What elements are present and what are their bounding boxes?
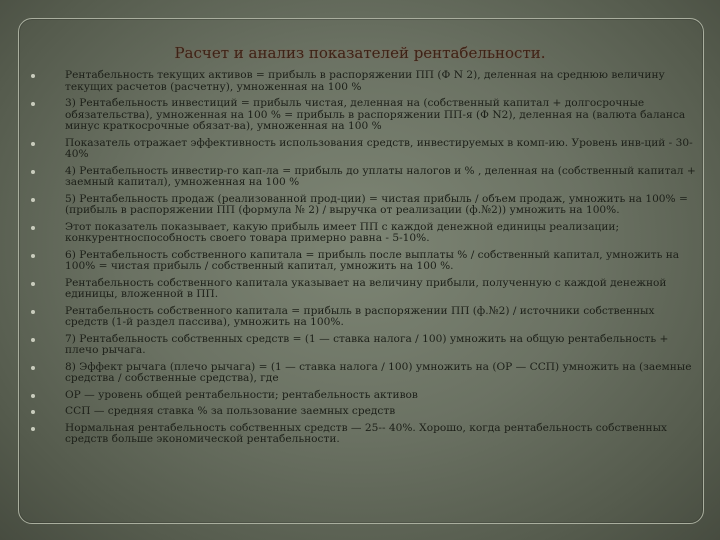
bullet-icon <box>31 310 35 314</box>
list-item <box>30 98 698 133</box>
bullet-icon <box>31 338 35 342</box>
bullet-icon <box>31 74 35 78</box>
bullet-icon <box>31 170 35 174</box>
list-item <box>30 406 698 418</box>
list-item-text: ССП — средняя ставка % за пользование заемных средств <box>65 405 396 417</box>
bullet-icon <box>31 102 35 106</box>
list-item <box>30 250 698 273</box>
list-item <box>30 138 698 161</box>
list-item-text: Рентабельность собственного капитала = прибыль в распоряжении ПП (ф.№2) / источники собственных средств (1-й раздел пассива), умножить на 100%. <box>65 304 655 328</box>
bullet-icon <box>31 226 35 230</box>
slide-title: Расчет и анализ показателей рентабельности. <box>174 44 546 62</box>
bullet-icon <box>31 254 35 258</box>
list-item <box>30 390 698 402</box>
list-item <box>30 278 698 301</box>
bullet-icon <box>31 394 35 398</box>
bullet-icon <box>31 427 35 431</box>
bullet-icon <box>31 142 35 146</box>
list-item <box>30 334 698 357</box>
bullet-icon <box>31 198 35 202</box>
list-item <box>30 70 698 93</box>
list-item-text: 6) Рентабельность собственного капитала = прибыль после выплаты % / собственный капитал, умножить на 100% = чистая прибыль / собственный капитал, умножить на 100 %. <box>65 248 680 272</box>
list-item <box>30 166 698 189</box>
list-item-text: 8) Эффект рычага (плечо рычага) = (1 — ставка налога / 100) умножить на (ОР — ССП) умножить на (заемные средства / собственные средства), где <box>65 360 692 384</box>
list-item-text: 7) Рентабельность собственных средств = (1 — ставка налога / 100) умножить на общую рентабельность + плечо рычага. <box>65 332 669 356</box>
list-item <box>30 222 698 245</box>
list-item-text: Показатель отражает эффективность использования средств, инвестируемых в комп-ию. Уровень инв-ций - 30-40% <box>65 136 693 160</box>
list-item <box>30 194 698 217</box>
list-item <box>30 423 698 446</box>
list-item <box>30 306 698 329</box>
list-item-text: Рентабельность текущих активов = прибыль в распоряжении ПП (Ф N 2), деленная на среднюю величину текущих расчетов (расчетну), умноженная на 100 % <box>65 69 665 93</box>
list-item-text: 5) Рентабельность продаж (реализованной прод-ции) = чистая прибыль / объем продаж, умножить на 100% = (прибыль в распоряжении ПП (формула № 2) / выручка от реализации (ф.№2)) умножить на 100%. <box>65 192 688 216</box>
list-item <box>30 362 698 385</box>
list-item-text: Нормальная рентабельность собственных средств — 25-- 40%. Хорошо, когда рентабельность собственных средств больше экономической рентабельности. <box>65 421 668 445</box>
bullet-icon <box>31 410 35 414</box>
list-item-text: 3) Рентабельность инвестиций = прибыль чистая, деленная на (собственный капитал + долгосрочные обязательства), умноженная на 100 % = прибыль в распоряжении ПП-я (Ф N2), деленная на (валюта баланса минус краткосрочные обязат-ва), умноженная на 100 % <box>65 97 686 132</box>
bullet-list <box>30 70 698 451</box>
list-item-text: Рентабельность собственного капитала указывает на величину прибыли, полученную с каждой денежной единицы, вложенной в ПП. <box>65 276 667 300</box>
list-item-text: 4) Рентабельность инвестир-го кап-ла = прибыль до уплаты налогов и % , деленная на (собственный капитал + заемный капитал), умноженная на 100 % <box>65 164 696 188</box>
list-item-text: Этот показатель показывает, какую прибыль имеет ПП с каждой денежной единицы реализации; конкурентноспособность своего товара примерно равна - 5-10%. <box>65 220 620 244</box>
bullet-icon <box>31 282 35 286</box>
list-item-text: ОР — уровень общей рентабельности; рентабельность активов <box>65 388 418 401</box>
bullet-icon <box>31 366 35 370</box>
